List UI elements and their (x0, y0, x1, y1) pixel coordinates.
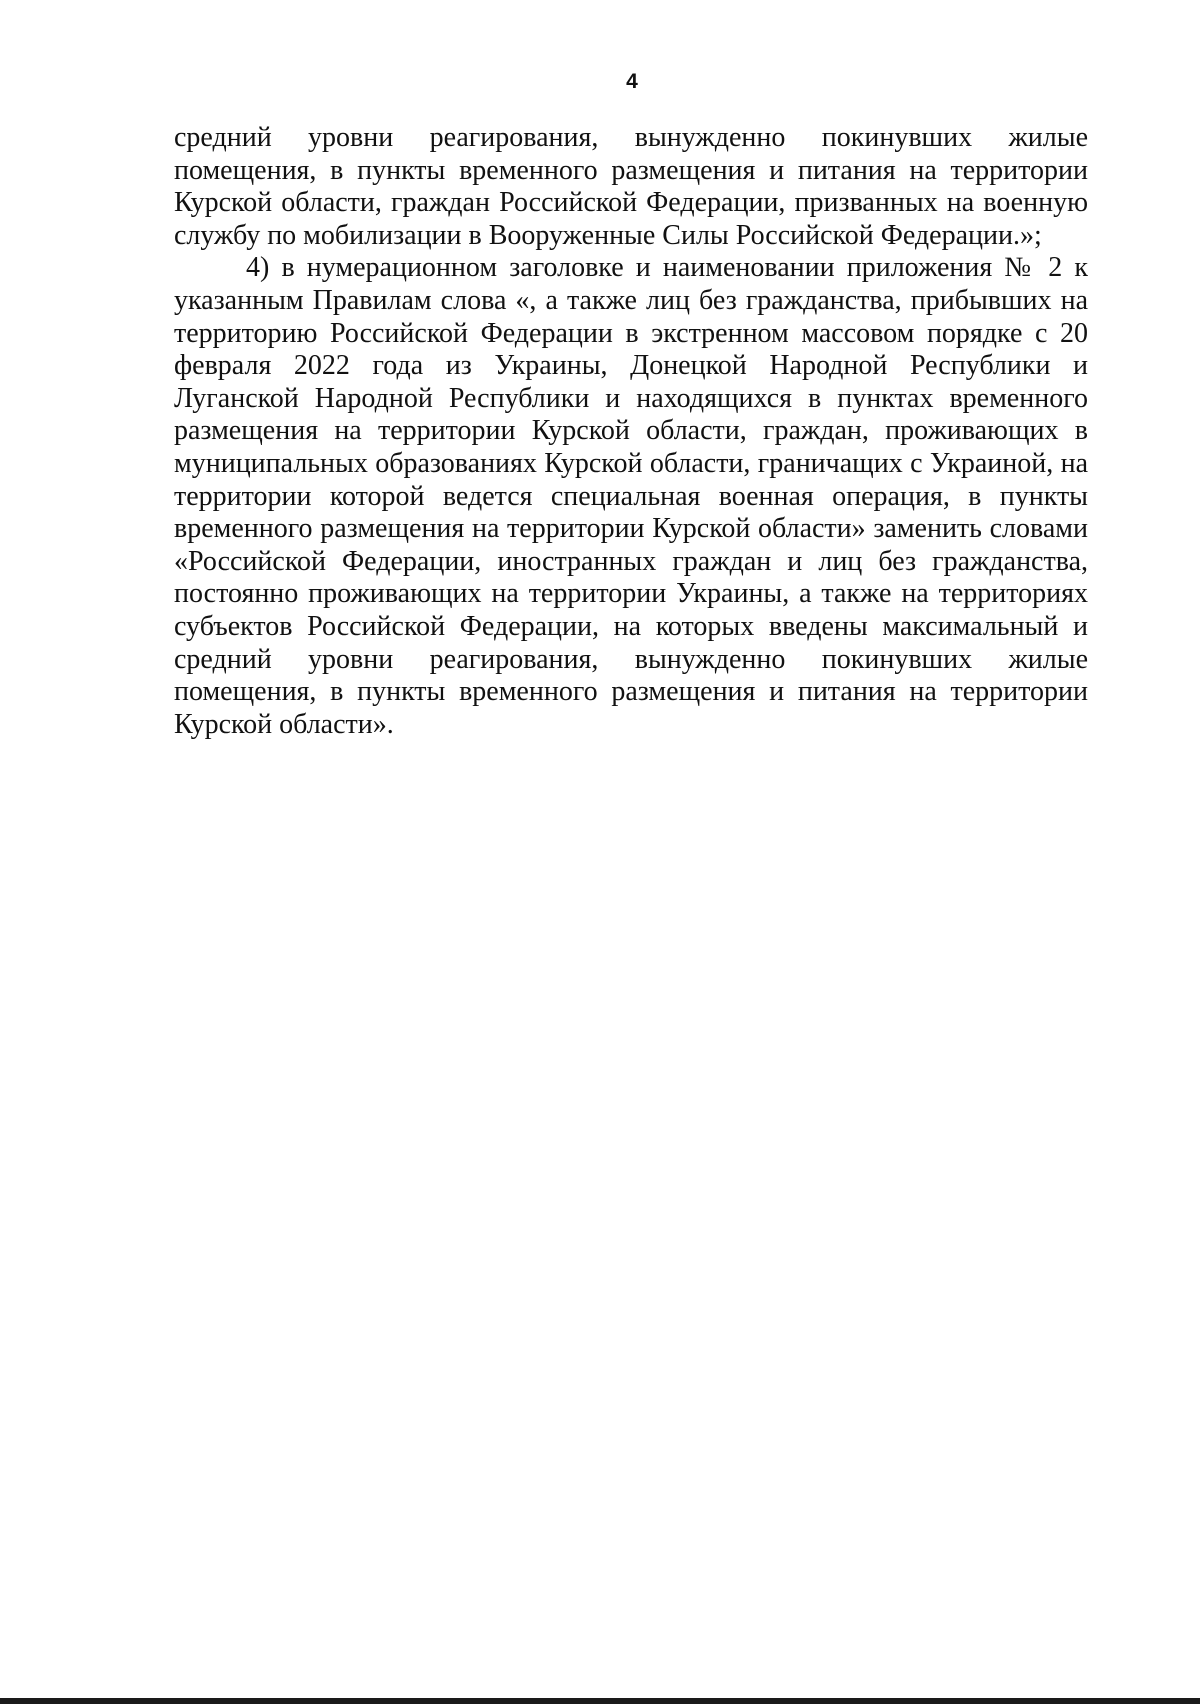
document-body (174, 122, 1088, 741)
scan-bottom-edge (0, 1698, 1200, 1704)
paragraph-item-4: 4) в нумерационном заголовке и наименовании приложения № 2 к указанным Правилам слова «, а также лиц без гражданства, прибывших на территорию Российской Федерации в экстренном массовом порядке с 20 февраля 2022 года из Украины, Донецкой Народной Республики и Луганской Народной Республики и находящихся в пунктах временного размещения на территории Курской области, граждан, проживающих в муниципальных образованиях Курской области, граничащих с Украиной, на территории которой ведется специальная военная операция, в пункты временного размещения на территории Курской области» заменить словами «Российской Федерации, иностранных граждан и лиц без гражданства, постоянно проживающих на территории Украины, а также на территориях субъектов Российской Федерации, на которых введены максимальный и средний уровни реагирования, вынужденно покинувших жилые помещения, в пункты временного размещения и питания на территории Курской области». (174, 252, 1088, 740)
paragraph-continued: средний уровни реагирования, вынужденно покинувших жилые помещения, в пункты временного размещения и питания на территории Курской области, граждан Российской Федерации, призванных на военную службу по мобилизации в Вооруженные Силы Российской Федерации.»; (174, 122, 1088, 251)
page-number: 4 (626, 70, 638, 93)
